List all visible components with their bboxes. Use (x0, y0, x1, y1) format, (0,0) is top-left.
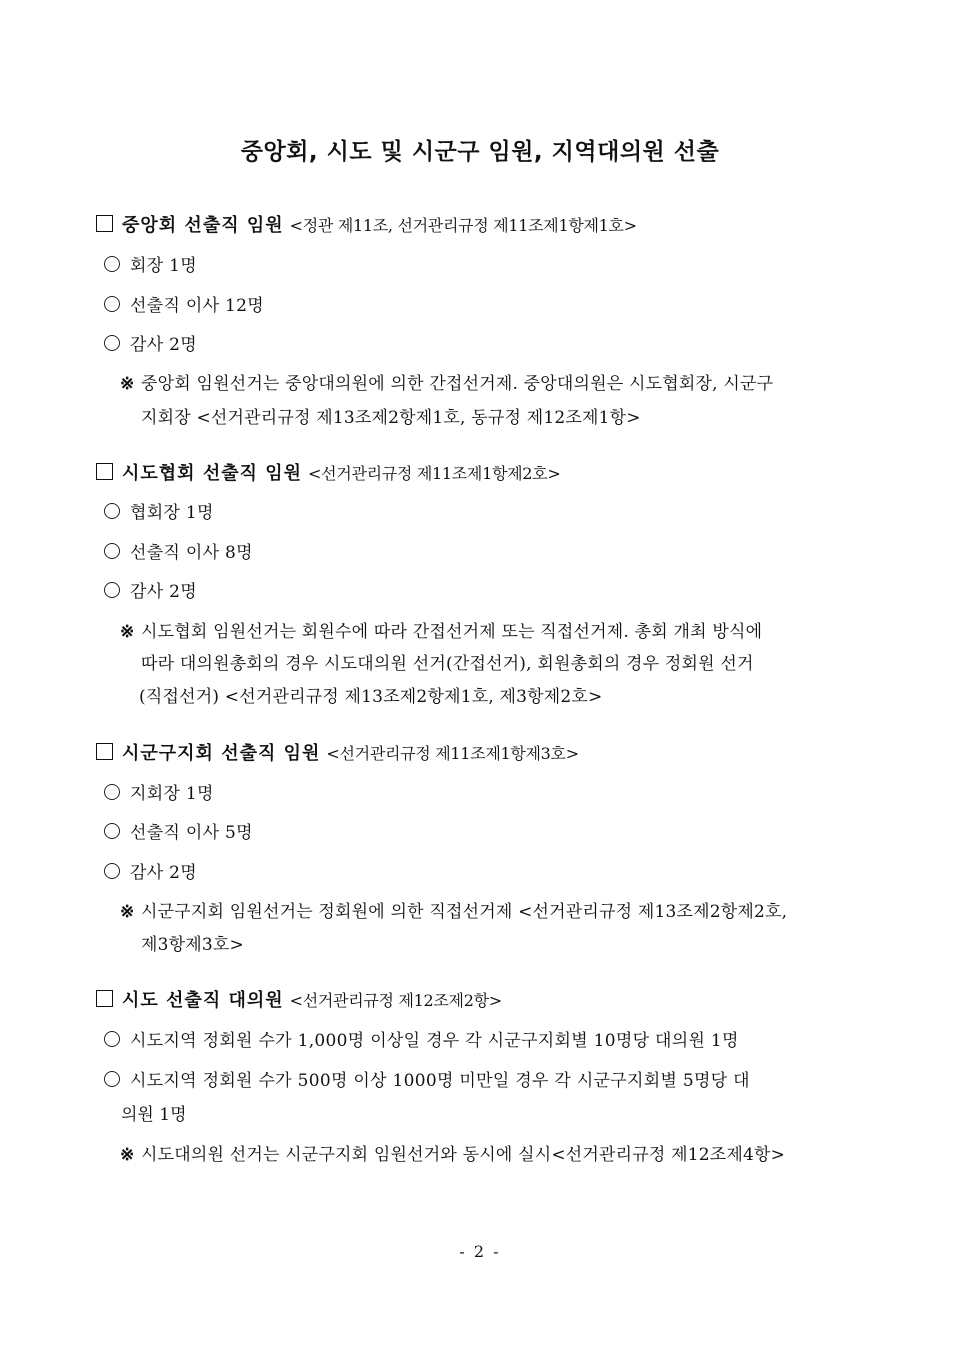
list-item-text: 선출직 이사 8명 (130, 543, 253, 563)
list-item-text: 협회장 1명 (130, 503, 214, 523)
note (120, 372, 773, 396)
list-item (104, 580, 197, 604)
note (120, 620, 762, 644)
list-item (104, 861, 197, 885)
circle-bullet-icon (104, 784, 120, 800)
section-heading-province (96, 462, 560, 486)
list-item-text: 감사 2명 (130, 863, 197, 883)
reference-mark-icon: ※ (120, 1145, 135, 1165)
list-item (104, 821, 253, 845)
square-bullet-icon (96, 215, 113, 232)
list-item (104, 1029, 739, 1053)
note-text: (직접선거) <선거관리규정 제13조제2항제1호, 제3항제2호> (139, 687, 603, 707)
list-item-text: 시도지역 정회원 수가 500명 이상 1000명 미만일 경우 각 시군구지회별 5명당 대 (130, 1071, 750, 1091)
section-reference: <선거관리규정 제12조제2항> (289, 991, 502, 1010)
circle-bullet-icon (104, 335, 120, 351)
section-heading-central (96, 214, 637, 238)
list-item-text: 지회장 1명 (130, 784, 214, 804)
note (120, 900, 787, 924)
note-text: 시도협회 임원선거는 회원수에 따라 간접선거제 또는 직접선거제. 총회 개최 방식에 (141, 622, 763, 642)
circle-bullet-icon (104, 823, 120, 839)
note-continuation (139, 685, 603, 709)
list-item-text: 선출직 이사 12명 (130, 296, 264, 316)
reference-mark-icon: ※ (120, 374, 135, 394)
page-number: - 2 - (459, 1242, 501, 1261)
circle-bullet-icon (104, 256, 120, 272)
note-continuation (141, 652, 754, 676)
circle-bullet-icon (104, 296, 120, 312)
square-bullet-icon (96, 743, 113, 760)
section-heading-text: 시군구지회 선출직 임원 (122, 743, 321, 764)
note-text: 중앙회 임원선거는 중앙대의원에 의한 간접선거제. 중앙대의원은 시도협회장, 시군구 (141, 374, 774, 394)
section-heading-district (96, 742, 579, 766)
section-heading-text: 시도협회 선출직 임원 (122, 463, 303, 484)
square-bullet-icon (96, 990, 113, 1007)
circle-bullet-icon (104, 1071, 120, 1087)
section-reference: <선거관리규정 제11조제1항제3호> (326, 744, 579, 763)
note-continuation (141, 933, 244, 957)
list-item (104, 541, 253, 565)
circle-bullet-icon (104, 543, 120, 559)
circle-bullet-icon (104, 863, 120, 879)
circle-bullet-icon (104, 503, 120, 519)
section-reference: <정관 제11조, 선거관리규정 제11조제1항제1호> (289, 216, 637, 235)
list-item (104, 254, 197, 278)
note-text: 시도대의원 선거는 시군구지회 임원선거와 동시에 실시<선거관리규정 제12조제4항> (141, 1145, 786, 1165)
note-text: 시군구지회 임원선거는 정회원에 의한 직접선거제 <선거관리규정 제13조제2항제2호, (141, 902, 788, 922)
note-continuation (141, 406, 641, 430)
list-item-text: 감사 2명 (130, 582, 197, 602)
circle-bullet-icon (104, 1031, 120, 1047)
document-title: 중앙회, 시도 및 시군구 임원, 지역대의원 선출 (240, 139, 720, 165)
note-text: 제3항제3호> (141, 935, 244, 955)
section-heading-text: 중앙회 선출직 임원 (122, 215, 284, 236)
list-item-text: 의원 1명 (121, 1105, 187, 1125)
list-item-continuation (121, 1103, 187, 1127)
list-item-text: 감사 2명 (130, 335, 197, 355)
note (120, 1143, 785, 1167)
list-item (104, 782, 214, 806)
section-heading-text: 시도 선출직 대의원 (122, 990, 284, 1011)
list-item-text: 회장 1명 (130, 256, 197, 276)
list-item (104, 294, 264, 318)
list-item (104, 333, 197, 357)
list-item-text: 시도지역 정회원 수가 1,000명 이상일 경우 각 시군구지회별 10명당 대의원 1명 (130, 1031, 739, 1051)
list-item-text: 선출직 이사 5명 (130, 823, 253, 843)
section-reference: <선거관리규정 제11조제1항제2호> (308, 464, 561, 483)
note-text: 지회장 <선거관리규정 제13조제2항제1호, 동규정 제12조제1항> (141, 408, 641, 428)
reference-mark-icon: ※ (120, 902, 135, 922)
square-bullet-icon (96, 463, 113, 480)
list-item (104, 1069, 750, 1093)
circle-bullet-icon (104, 582, 120, 598)
reference-mark-icon: ※ (120, 622, 135, 642)
note-text: 따라 대의원총회의 경우 시도대의원 선거(간접선거), 회원총회의 경우 정회원 선거 (141, 654, 754, 674)
section-heading-delegates (96, 989, 502, 1013)
list-item (104, 501, 214, 525)
